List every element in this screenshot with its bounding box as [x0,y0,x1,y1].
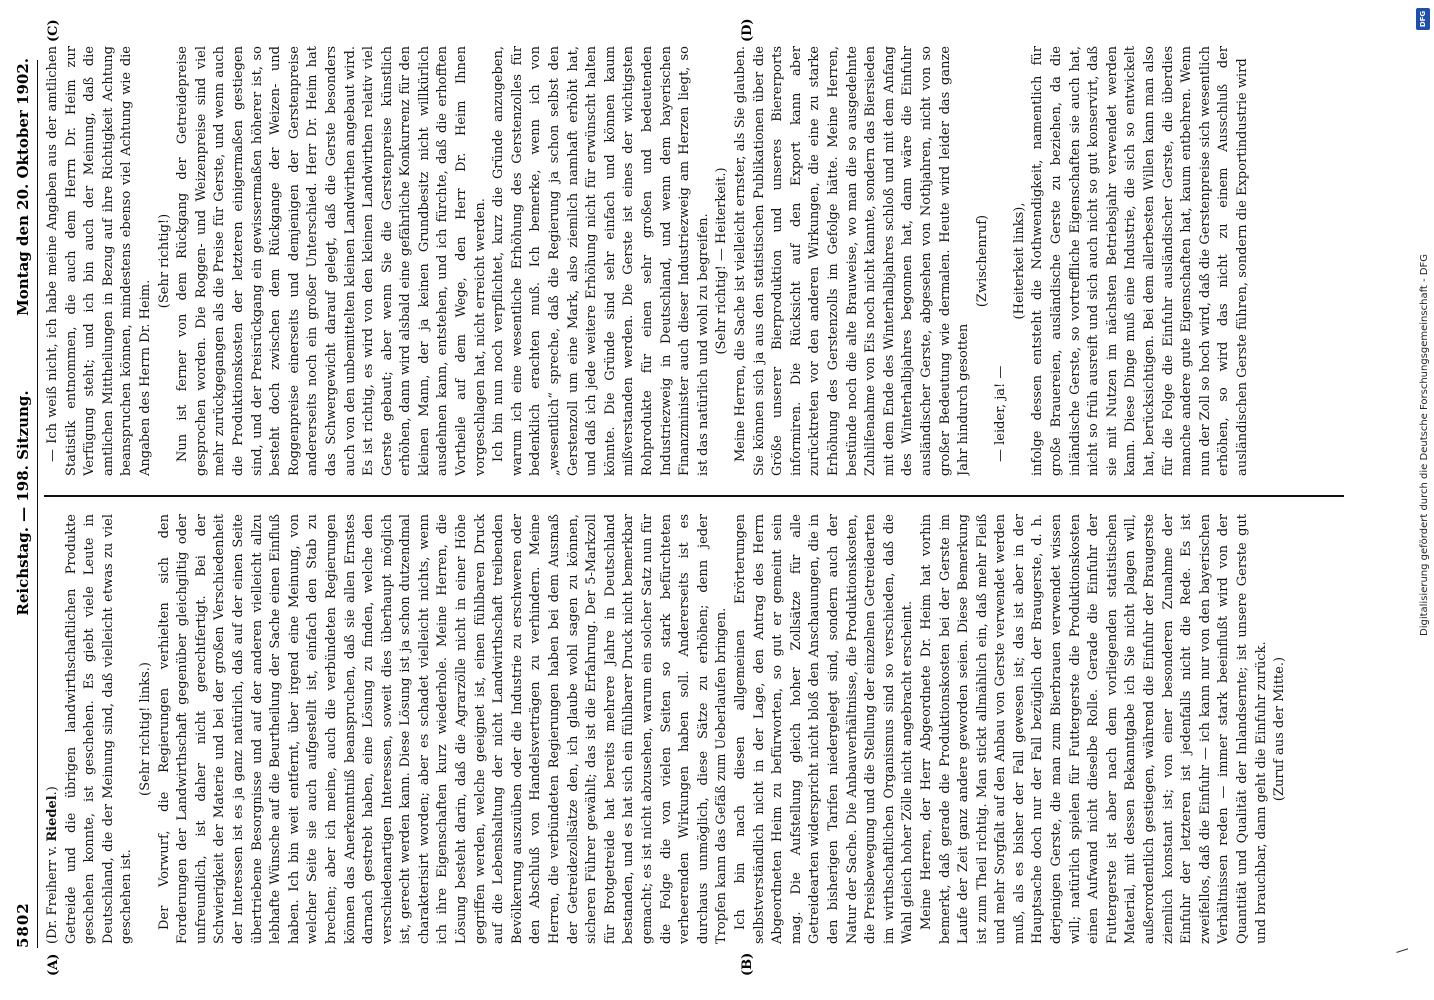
margin-marker-d: (D) [740,18,755,42]
paragraph: — leider, ja! — [993,365,1009,462]
column-divider [44,495,1344,497]
paragraph: Der Vorwurf, die Regierungen verhielten sich den Forderungen der Landwirthschaft gegenüber gleichgiltig oder unfreundlich, ist daher nicht gerechtfertigt. Bei der Schwierigkeit der Materie und bei der großen Verschiedenheit der Interessen ist es ja ganz natürlich, daß auf der einen Seite übertriebene Besorgnisse und auf der anderen vielleicht allzu lebhafte Wünsche auf die Beurtheilung der Sache einen Einfluß haben. Ich bin weit entfernt, über irgend eine Meinung, von welcher Seite sie auch aufgestellt ist, einfach den Stab zu brechen; aber ich meine, auch die verbündeten Regierungen können das Anerkenntniß beanspruchen, daß sie allen Ernstes darnach gestrebt haben, eine Lösung zu finden, welche den verschiedenartigen Interessen, soweit dies überhaupt möglich ist, gerecht werden kann. Diese Lösung ist ja schon dutzendmal charakterisirt worden; aber es schadet vielleicht nichts, wenn ich ihre Eigenschaften kurz wiederhole. Meine Herren, die Lösung besteht darin, daß die Agrarzölle nicht in einer Höhe gegriffen werden, welche geeignet ist, einen fühlbaren Druck auf die Lebenshaltung der nicht Landwirthschaft treibenden Bevölkerung auszuüben oder die Industrie zu erschweren oder den Abschluß von Handelsverträgen zu verhindern. Meine Herren, die verbündeten Regierungen haben bei dem Ausmaß der Getreidezollsätze den, ich glaube wohl sagen zu können, sicheren Führer gewählt; das ist die Erfahrung. Der 5-Markzoll für Brotgetreide hat bereits mehrere Jahre in Deutschland bestanden, und es hat sich ein fühlbarer Druck nicht bemerkbar gemacht; es ist nicht abzusehen, warum ein solcher Satz nun für die Folge die von vielen Seiten so stark befürchteten verheerenden Wirkungen haben soll. Andererseits ist es durchaus unmöglich, diese Sätze zu erhöhen; denn jeder Tropfen kann das Gefäß zum Ueberlaufen bringen. [156,514,730,944]
paragraph: Meine Herren, die Sache ist vielleicht ernster, als Sie glauben. Sie können sich ja aus den statistischen Publikationen über die Größe unserer Bierproduktion und unseres Biererports informiren. Die Rücksicht auf den Export kann aber zurücktreten vor den anderen Wirkungen, die eine zu starke Erhöhung des Gerstenzolls im Gefolge hätte. Meine Herren, bestünde noch die alte Brauweise, wo man die so ausgedehnte Zuhilfenahme von Eis noch nicht kannte, sondern das Biersieden mit dem Ende des Winterhalbjahres schloß und mit dem Anfang des Winterhalbjahres begonnen hat, dann wäre die Einfuhr ausländischer Gerste, abgesehen von Nothjahren, nicht von so großer Bedeutung wie dermalen. Heute wird leider das ganze Jahr hindurch gesotten [732,46,972,476]
paragraph: Nun ist ferner von dem Rückgang der Getreidepreise gesprochen worden. Die Roggen- und Weizenpreise sind viel mehr zurückgegangen als die Preise für Gerste, und wenn auch die Produktionskosten der letzteren einigermaßen gestiegen sind, und der Preisrückgang ein gewissermaßen höherer ist, so besteht doch zwischen dem Rückgange der Weizen- und Roggenpreise einerseits und demjenigen der Gerstenpreise andererseits noch ein großer Unterschied. Herr Dr. Heim hat das Schwergewicht darauf gelegt, daß die Gerste besonders auch von den unbemittelten kleinen Landwirthen angebaut wird. Es ist richtig, es wird von den kleinen Landwirthen relativ viel Gerste gebaut; aber wenn Sie die Gerstenpreise künstlich erhöhen, dann wird alsbald eine gefährliche Konkurrenz für den kleinen Mann, der ja keinen Grundbesitz nicht willkürlich ausdehnen kann, entstehen, und ich fürchte, daß die erhofften Vortheile auf dem Wege, den Herr Dr. Heim Ihnen vorgeschlagen hat, nicht erreicht werden. [175,46,488,476]
left-column [44,514,1354,944]
page-header [14,58,36,948]
page-number: 5802 [14,902,32,948]
dfg-logo-icon: DFG [1416,8,1430,30]
interjection: (Zwischenruf) [974,214,990,308]
paragraph: Meine Herren, der Herr Abgeordnete Dr. Heim hat vorhin bemerkt, daß gerade die Produktionskosten bei der Gerste im Laufe der Zeit ganz andere geworden seien. Diese Bemerkung ist zum Theil richtig. Man stickt allmählich ein, daß mehr Fleiß und mehr Sorgfalt auf den Anbau von Gerste verwendet werden muß, als es bisher der Fall gewesen ist; das ist aber in der Hauptsache doch nur der Fall bezüglich der Braugerste, d. h. derjenigen Gerste, die man zum Bierbrauen verwendet wissen will; natürlich spielen für Futtergerste die Produktionskosten einen Aufwand nicht dieselbe Rolle. Gerade die Einfuhr der Futtergerste ist aber nach dem vorliegenden statistischen Material, mit dessen Bekanntgabe ich Sie nicht plagen will, außerordentlich gestiegen, während die Einfuhr der Braugerste ziemlich konstant ist; von einer besonderen Zunahme der Einfuhr der letzteren ist jedenfalls nicht die Rede. Es ist zweifellos, daß die Einfuhr — ich kann nur von den bayerischen Verhältnissen reden — immer stark beeinflußt wird von der Quantität und Qualität der Inlandsernte; ist unsere Gerste gut und brauchbar, dann geht die Einfuhr zurück. [918,514,1269,944]
interjection: (Zuruf aus der Mitte.) [1272,656,1288,802]
margin-marker-a: (A) [46,953,61,976]
footer-mark: \ [1395,948,1411,953]
paragraph: infolge dessen entsteht die Nothwendigkeit, namentlich für große Brauereien, ausländische Gerste zu beziehen, da die inländische Gerste, so vortreffliche Eigenschaften sie auch hat, nicht so früh ausreift und sich auch nicht so gut konservirt, daß sie mit Nutzen im nächsten Betriebsjahr verwendet werden kann. Diese Dinge muß eine Industrie, die sich so entwickelt hat, berücksichtigen. Bei dem allerbesten Willen kann man also für die Folge die Einfuhr ausländischer Gerste, die überdies manche andere gute Eigenschaften hat, kaum entbehren. Wenn nun der Zoll so hoch wird, daß die Gerstenpreise sich wesentlich erhöhen, so wird das nicht zu einem Ausschluß der ausländischen Gerste führen, sondern die Exportindustrie wird [1030,46,1250,476]
margin-marker-c: (C) [46,19,61,42]
session-date: Montag den 20. Oktober 1902. [14,58,32,316]
header-rule [37,60,38,948]
interjection: (Sehr richtig! links.) [137,662,153,796]
paragraph: Getreide und die übrigen landwirthschaftlichen Produkte geschehen konnte, ist geschehen. Es giebt viele Leute in Deutschland, die der Meinung sind, daß vielleicht etwas zu viel geschehen ist. [63,514,135,944]
digitization-credit: Digitalisierung gefördert durch die Deutsche Forschungsgemeinschaft - DFG [1419,253,1430,636]
paragraph: — Ich weiß nicht, ich habe meine Angaben aus der amtlichen Statistik entnommen, die auch dem Herrn Dr. Heim zur Verfügung steht; und ich bin auch der Meinung, daß die amtlichen Mittheilungen in Bezug auf ihre Richtigkeit Achtung beanspruchen können, mindestens ebenso viel Achtung wie die Angaben des Herrn Dr. Heim. [45,46,153,476]
speaker-name: Riedel [45,795,60,842]
paragraph: Ich bin nach diesen allgemeinen Erörterungen selbstverständlich nicht in der Lage, den Antrag des Herrn Abgeordneten Heim zu befürworten, so gut er gemeint sein mag. Die Aufstellung gleich hoher Zollsätze für alle Getreidearten widerspricht nicht bloß den Anschauungen, die in den bisherigen Tarifen niedergelegt sind, sondern auch der Natur der Sache. Die Anbauverhältnisse, die Produktionskosten, die Preisbewegung und die Stellung der einzelnen Getreidearten im wirthschaftlichen Organismus sind so verschieden, daß die Wahl gleich hoher Zölle nicht angebracht erscheint. [732,514,916,944]
speaker-line: (Dr. Freiherr v. Riedel.) [45,786,60,944]
session-title: Reichstag. — 198. Sitzung. [14,390,32,616]
digitization-sidebar [1400,0,1434,1000]
margin-marker-b: (B) [740,952,755,976]
interjection: (Heiterkeit links), [1011,202,1027,320]
interjection: (Sehr richtig! — Heiterkeit.) [714,167,730,355]
paragraph: Ich bin nun noch verpflichtet, kurz die Gründe anzugeben, warum ich eine wesentliche Erhöhung des Gerstenzolles für bedenklich erachten muß. Ich bemerke, wenn ich von „wesentlich“ spreche, daß die Regierung ja schon selbst den Gerstenzoll um eine Mark, also ziemlich namhaft erhöht hat, und daß ich jede weitere Erhöhung nicht für erwünscht halten könnte. Die Gründe sind sehr einfach und können kaum mißverstanden werden. Die Gerste ist eines der wichtigsten Rohprodukte für einen sehr großen und bedeutenden Industriezweig in Deutschland, und wenn dem bayerischen Finanzminister auch dieser Industriezweig am Herzen liegt, so ist das natürlich und wohl zu begreifen. [491,46,711,476]
right-column [44,46,1354,476]
interjection: (Sehr richtig!) [156,213,172,309]
